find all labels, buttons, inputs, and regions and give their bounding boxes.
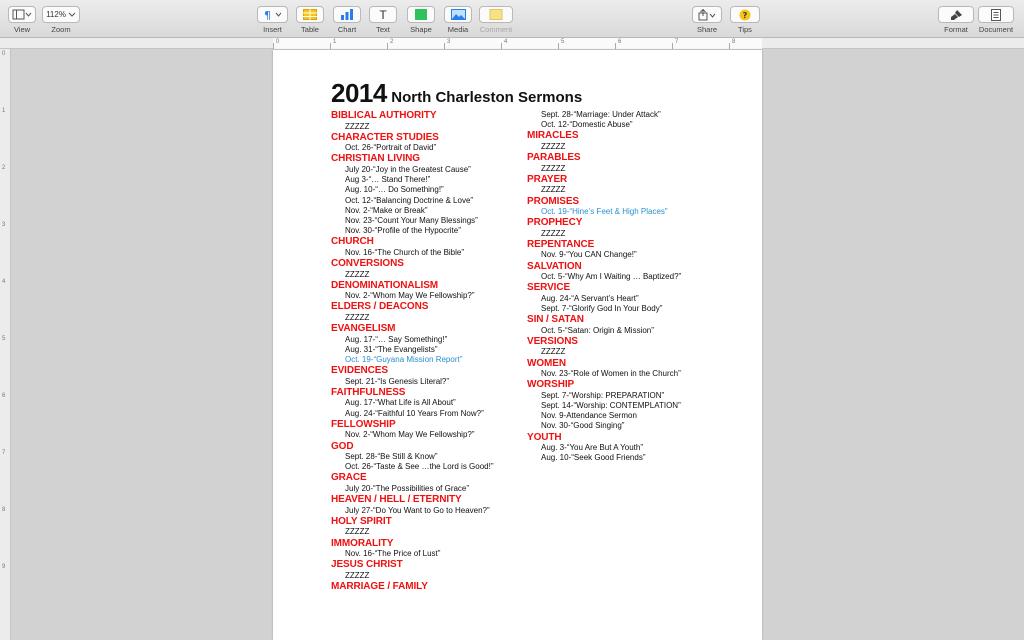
category-heading: DENOMINATIONALISM bbox=[331, 279, 438, 291]
sermon-entry: ZZZZZ bbox=[541, 141, 566, 151]
sermon-entry: July 20-“Joy in the Greatest Cause” bbox=[345, 164, 471, 174]
ruler-number: 4 bbox=[504, 39, 508, 45]
ruler-number: 5 bbox=[561, 39, 565, 45]
shape-control[interactable] bbox=[407, 6, 435, 34]
text-control[interactable] bbox=[369, 6, 397, 34]
sermon-entry: Sept. 28-“Marriage: Under Attack” bbox=[541, 110, 661, 119]
sermon-entry: ZZZZZ bbox=[345, 527, 370, 537]
sermon-entry: July 20-“The Possibilities of Grace” bbox=[345, 483, 470, 493]
sermon-entry: July 27-“Do You Want to Go to Heaven?” bbox=[345, 505, 490, 515]
category-heading: PRAYER bbox=[527, 173, 568, 185]
category-heading: PARABLES bbox=[527, 152, 581, 164]
vertical-ruler[interactable] bbox=[0, 49, 11, 640]
sermon-entry: ZZZZZ bbox=[541, 228, 566, 238]
sermon-entry: Aug. 31-“The Evangelists” bbox=[345, 344, 438, 354]
sermon-entry: Oct. 5-“Why Am I Waiting … Baptized?” bbox=[541, 272, 682, 282]
sermon-entry: Nov. 2-“Whom May We Fellowship?” bbox=[345, 430, 475, 440]
paintbrush-icon bbox=[949, 9, 963, 21]
svg-text:?: ? bbox=[742, 10, 748, 20]
ruler-number: 7 bbox=[2, 450, 6, 456]
table-button[interactable] bbox=[296, 6, 324, 23]
sermon-entry: Oct. 12-“Domestic Abuse” bbox=[541, 120, 633, 130]
document-control[interactable] bbox=[978, 6, 1014, 34]
sermon-entry: Oct. 5-“Satan: Origin & Mission” bbox=[541, 325, 654, 335]
svg-text:¶: ¶ bbox=[263, 9, 271, 20]
category-heading: SIN / SATAN bbox=[527, 314, 584, 326]
zoom-select[interactable] bbox=[42, 6, 80, 23]
category-heading: CHARACTER STUDIES bbox=[331, 131, 439, 143]
chevron-down-icon bbox=[68, 12, 76, 18]
insert-label: Insert bbox=[263, 25, 282, 34]
table-label: Table bbox=[301, 25, 319, 34]
title-year: 2014 bbox=[331, 78, 387, 108]
ruler-tick bbox=[330, 43, 331, 49]
sermon-entry: Nov. 2-“Make or Break” bbox=[345, 205, 428, 215]
table-control[interactable] bbox=[296, 6, 324, 34]
sermon-entry: Oct. 26-“Taste & See …the Lord is Good!” bbox=[345, 462, 494, 472]
tips-button[interactable] bbox=[730, 6, 760, 23]
sermon-entry: Aug. 24-“A Servant’s Heart” bbox=[541, 293, 639, 303]
tips-label: Tips bbox=[738, 25, 752, 34]
sermon-column-right[interactable] bbox=[527, 110, 727, 464]
bar-chart-icon bbox=[340, 9, 354, 20]
category-heading: PROMISES bbox=[527, 195, 579, 207]
share-label: Share bbox=[696, 25, 717, 34]
chart-control[interactable] bbox=[333, 6, 361, 34]
document-page[interactable] bbox=[273, 50, 762, 640]
sermon-entry: Aug. 17-“… Say Something!” bbox=[345, 334, 448, 344]
ruler-number: 1 bbox=[333, 39, 337, 45]
tips-control[interactable] bbox=[730, 6, 760, 34]
category-heading: GRACE bbox=[331, 472, 367, 484]
ruler-tick bbox=[273, 43, 274, 49]
category-heading: SALVATION bbox=[527, 260, 582, 272]
document-button[interactable] bbox=[978, 6, 1014, 23]
ruler-tick bbox=[672, 43, 673, 49]
ruler-tick bbox=[558, 43, 559, 49]
sermon-entry: Nov. 16-“The Church of the Bible” bbox=[345, 247, 465, 257]
ruler-number: 5 bbox=[2, 336, 6, 342]
share-button[interactable] bbox=[692, 6, 722, 23]
text-icon: T bbox=[379, 7, 387, 22]
share-icon bbox=[697, 9, 717, 21]
title-text: North Charleston Sermons bbox=[391, 89, 583, 106]
text-button[interactable] bbox=[369, 6, 397, 23]
category-heading: HOLY SPIRIT bbox=[331, 515, 392, 527]
ruler-tick bbox=[615, 43, 616, 49]
ruler-tick bbox=[387, 43, 388, 49]
category-heading: FAITHFULNESS bbox=[331, 386, 406, 398]
media-control[interactable] bbox=[444, 6, 472, 34]
chart-label: Chart bbox=[337, 25, 357, 34]
document-label: Document bbox=[978, 25, 1014, 34]
format-button[interactable] bbox=[938, 6, 974, 23]
comment-label: Comment bbox=[479, 25, 513, 34]
category-heading: WOMEN bbox=[527, 357, 566, 369]
sermon-entry: Aug. 10-“Seek Good Friends” bbox=[541, 453, 646, 463]
category-heading: EVIDENCES bbox=[331, 365, 388, 377]
ruler-number: 6 bbox=[618, 39, 622, 45]
category-heading: CHRISTIAN LIVING bbox=[331, 153, 420, 165]
share-control[interactable] bbox=[692, 6, 722, 34]
sermon-entry: ZZZZZ bbox=[345, 570, 370, 580]
sermon-entry: ZZZZZ bbox=[345, 312, 370, 322]
sermon-entry: Nov. 23-“Count Your Many Blessings” bbox=[345, 215, 478, 225]
format-control[interactable] bbox=[938, 6, 974, 34]
sermon-entry: Oct. 26-“Portrait of David” bbox=[345, 143, 437, 153]
ruler-number: 7 bbox=[675, 39, 679, 45]
sermon-entry: Aug. 17-“What Life is All About” bbox=[345, 398, 456, 408]
toolbar bbox=[0, 0, 1024, 38]
category-heading: VERSIONS bbox=[527, 335, 578, 347]
category-heading: HEAVEN / HELL / ETERNITY bbox=[331, 494, 462, 506]
insert-control[interactable] bbox=[257, 6, 288, 34]
category-heading: FELLOWSHIP bbox=[331, 418, 396, 430]
media-button[interactable] bbox=[444, 6, 472, 23]
ruler-number: 1 bbox=[2, 108, 6, 114]
sermon-entry: ZZZZZ bbox=[541, 347, 566, 357]
sermon-entry: Sept. 14-“Worship: CONTEMPLATION” bbox=[541, 401, 681, 411]
ruler-number: 3 bbox=[447, 39, 451, 45]
sermon-entry: Nov. 16-“The Price of Lust” bbox=[345, 549, 441, 559]
sermon-entry: Aug. 10-“… Do Something!” bbox=[345, 185, 444, 195]
sermon-entry: Sept. 7-“Worship: PREPARATION” bbox=[541, 390, 665, 400]
ruler-number: 2 bbox=[2, 165, 6, 171]
sermon-entry-link[interactable]: Oct. 19-“Hine’s Feet & High Places” bbox=[541, 207, 668, 217]
zoom-value: 112% bbox=[46, 10, 66, 19]
ruler-tick bbox=[444, 43, 445, 49]
ruler-number: 6 bbox=[2, 393, 6, 399]
view-button[interactable] bbox=[8, 6, 36, 23]
comment-control[interactable] bbox=[479, 6, 513, 34]
zoom-label: Zoom bbox=[51, 25, 71, 34]
ruler-page-area bbox=[273, 38, 762, 49]
format-label: Format bbox=[944, 25, 968, 34]
category-heading: JESUS CHRIST bbox=[331, 559, 403, 571]
sermon-entry: ZZZZZ bbox=[541, 163, 566, 173]
sermon-entry: Aug. 3-“You Are But A Youth” bbox=[541, 443, 644, 453]
ruler-number: 0 bbox=[2, 51, 6, 57]
sermon-entry: Aug. 24-“Faithful 10 Years From Now?” bbox=[345, 408, 484, 418]
comment-icon bbox=[489, 9, 503, 20]
sermon-entry: ZZZZZ bbox=[345, 121, 370, 131]
category-heading: CONVERSIONS bbox=[331, 258, 404, 270]
sermon-column-left[interactable] bbox=[331, 110, 526, 592]
sermon-entry: Nov. 30-“Profile of the Hypocrite” bbox=[345, 226, 461, 236]
shape-icon bbox=[414, 9, 428, 20]
category-heading: MIRACLES bbox=[527, 130, 579, 142]
sermon-entry: Nov. 23-“Role of Women in the Church” bbox=[541, 369, 681, 379]
sermon-entry: Sept. 21-“Is Genesis Literal?” bbox=[345, 376, 450, 386]
category-heading: ELDERS / DEACONS bbox=[331, 301, 429, 313]
category-heading: SERVICE bbox=[527, 282, 571, 294]
category-heading: IMMORALITY bbox=[331, 537, 394, 549]
horizontal-ruler[interactable] bbox=[0, 38, 1024, 49]
text-label: Text bbox=[376, 25, 390, 34]
ruler-number: 3 bbox=[2, 222, 6, 228]
sermon-entry: Nov. 9-Attendance Sermon bbox=[541, 411, 637, 421]
document-icon bbox=[990, 9, 1002, 21]
zoom-control[interactable] bbox=[42, 6, 80, 34]
ruler-number: 9 bbox=[2, 564, 6, 570]
help-icon bbox=[739, 9, 751, 21]
comment-button[interactable] bbox=[479, 6, 513, 23]
ruler-number: 8 bbox=[2, 507, 6, 513]
sermon-entry: Nov. 9-“You CAN Change!” bbox=[541, 250, 637, 260]
category-heading: CHURCH bbox=[331, 236, 374, 248]
paragraph-icon bbox=[262, 9, 284, 20]
category-heading: REPENTANCE bbox=[527, 238, 595, 250]
shape-label: Shape bbox=[410, 25, 432, 34]
sermon-entry: Sept. 7-“Glorify God In Your Body” bbox=[541, 304, 663, 314]
category-heading: EVANGELISM bbox=[331, 323, 396, 335]
ruler-tick bbox=[729, 43, 730, 49]
category-heading: GOD bbox=[331, 440, 354, 452]
sermon-entry: Oct. 12-“Balancing Doctrine & Love” bbox=[345, 195, 474, 205]
sermon-entry-link[interactable]: Oct. 19-“Guyana Mission Report” bbox=[345, 355, 463, 365]
sermon-entry: ZZZZZ bbox=[345, 269, 370, 279]
view-label: View bbox=[13, 25, 31, 34]
ruler-number: 0 bbox=[276, 39, 280, 45]
category-heading: PROPHECY bbox=[527, 217, 583, 229]
sermon-entry: Aug 3-“… Stand There!” bbox=[345, 175, 431, 185]
category-heading: BIBLICAL AUTHORITY bbox=[331, 110, 437, 121]
chart-button[interactable] bbox=[333, 6, 361, 23]
document-title[interactable] bbox=[331, 78, 582, 109]
ruler-number: 2 bbox=[390, 39, 394, 45]
sermon-entry: Nov. 30-“Good Singing” bbox=[541, 421, 625, 431]
category-heading: WORSHIP bbox=[527, 379, 575, 391]
category-heading: YOUTH bbox=[527, 431, 562, 443]
ruler-number: 4 bbox=[2, 279, 6, 285]
shape-button[interactable] bbox=[407, 6, 435, 23]
insert-button[interactable] bbox=[257, 6, 288, 23]
sermon-entry: ZZZZZ bbox=[541, 185, 566, 195]
sermon-entry: Sept. 28-“Be Still & Know” bbox=[345, 452, 438, 462]
table-icon bbox=[303, 9, 317, 20]
view-control[interactable] bbox=[8, 6, 36, 34]
sidebar-view-icon bbox=[12, 9, 32, 20]
ruler-number: 8 bbox=[732, 39, 736, 45]
sermon-entry: Nov. 2-“Whom May We Fellowship?” bbox=[345, 291, 475, 301]
category-heading: MARRIAGE / FAMILY bbox=[331, 580, 428, 592]
image-icon bbox=[451, 9, 466, 20]
media-label: Media bbox=[447, 25, 469, 34]
ruler-tick bbox=[501, 43, 502, 49]
